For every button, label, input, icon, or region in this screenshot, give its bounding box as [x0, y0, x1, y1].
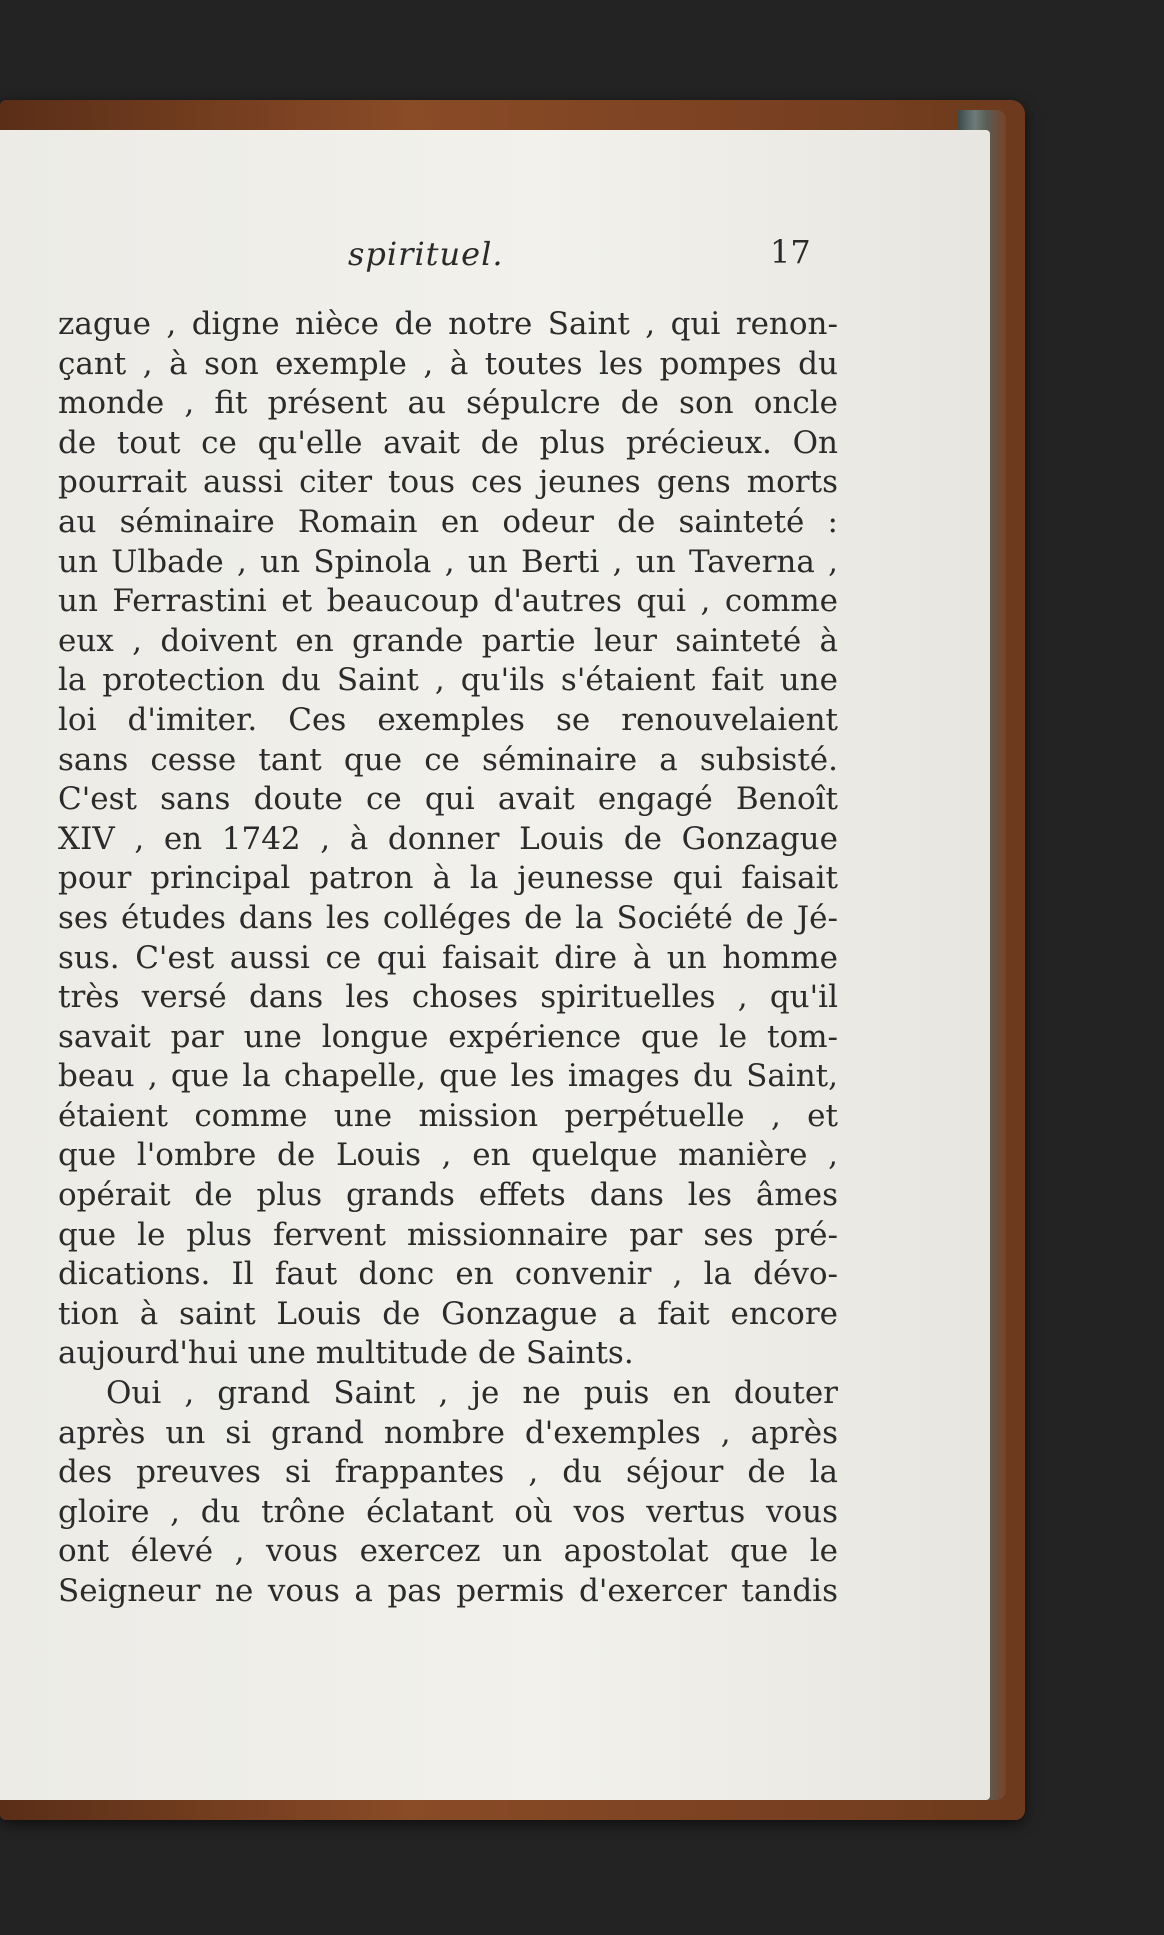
- text-line: XIV , en 1742 , à donner Louis de Gonzague: [58, 820, 838, 857]
- body-text: [58, 305, 838, 1612]
- page-header: [0, 235, 860, 295]
- book-page: [0, 130, 990, 1800]
- text-line: Seigneur ne vous a pas permis d'exercer tandis: [58, 1573, 838, 1609]
- text-line: Oui , grand Saint , je ne puis en douter: [106, 1375, 838, 1412]
- text-line: de tout ce qu'elle avait de plus précieux. On: [58, 424, 838, 461]
- text-line: ont élevé , vous exercez un apostolat que le: [58, 1533, 838, 1570]
- text-line: au séminaire Romain en odeur de sainteté :: [58, 503, 838, 540]
- text-line: çant , à son exemple , à toutes les pompes du: [58, 345, 838, 382]
- text-line: pour principal patron à la jeunesse qui faisait: [58, 860, 838, 897]
- text-line: pourrait aussi citer tous ces jeunes gens morts: [58, 464, 838, 501]
- text-line: monde , fit présent au sépulcre de son oncle: [58, 385, 838, 422]
- text-line: aujourd'hui une multitude de Saints.: [58, 1335, 634, 1372]
- text-line: opérait de plus grands effets dans les âmes: [58, 1177, 838, 1214]
- text-line: sus. C'est aussi ce qui faisait dire à un homme: [58, 939, 838, 976]
- text-line: des preuves si frappantes , du séjour de la: [58, 1454, 838, 1491]
- text-line: dications. Il faut donc en convenir , la dévo-: [58, 1256, 838, 1293]
- text-line: étaient comme une mission perpétuelle , et: [58, 1097, 838, 1134]
- text-line: zague , digne nièce de notre Saint , qui renon-: [58, 306, 838, 342]
- text-line: un Ulbade , un Spinola , un Berti , un Taverna ,: [58, 543, 838, 580]
- running-head: spirituel.: [348, 235, 504, 273]
- text-line: après un si grand nombre d'exemples , après: [58, 1414, 838, 1451]
- text-line: loi d'imiter. Ces exemples se renouvelaient: [58, 701, 838, 738]
- text-line: ses études dans les colléges de la Société de Jé-: [58, 899, 838, 936]
- text-line: gloire , du trône éclatant où vos vertus vous: [58, 1493, 838, 1530]
- text-line: la protection du Saint , qu'ils s'étaient fait une: [58, 662, 838, 699]
- page-number: 17: [770, 233, 811, 271]
- text-line: eux , doivent en grande partie leur sainteté à: [58, 622, 838, 659]
- text-line: sans cesse tant que ce séminaire a subsisté.: [58, 741, 838, 778]
- text-line: savait par une longue expérience que le tom-: [58, 1018, 838, 1055]
- text-line: que le plus fervent missionnaire par ses pré-: [58, 1216, 838, 1253]
- text-line: très versé dans les choses spirituelles , qu'il: [58, 979, 838, 1016]
- text-line: un Ferrastini et beaucoup d'autres qui , comme: [58, 583, 838, 620]
- text-line: tion à saint Louis de Gonzague a fait encore: [58, 1295, 838, 1332]
- text-line: que l'ombre de Louis , en quelque manière ,: [58, 1137, 838, 1174]
- text-line: beau , que la chapelle, que les images du Saint,: [58, 1058, 838, 1095]
- book-cover: [0, 100, 1025, 1820]
- text-line: C'est sans doute ce qui avait engagé Benoît: [58, 781, 838, 818]
